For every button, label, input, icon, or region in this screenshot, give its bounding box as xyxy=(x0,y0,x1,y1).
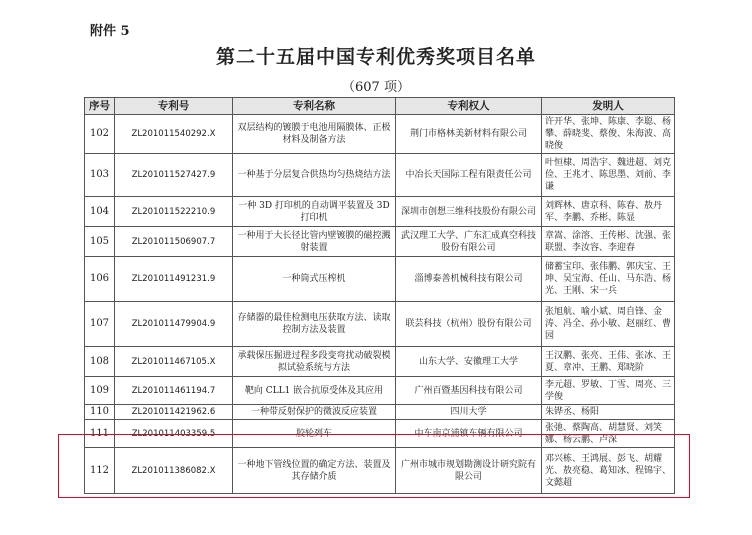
cell-inventors: 许开华、张坤、陈康、李聪、杨攀、薛晓斐、蔡俊、朱海波、高晓俊 xyxy=(542,115,675,154)
table-row xyxy=(85,154,675,197)
cell-patent-number: ZL201011527427.9 xyxy=(115,154,233,197)
cell-patent-name: 胶轮列车 xyxy=(233,420,396,448)
cell-patent-holder: 武汉理工大学、广东汇成真空科技股份有限公司 xyxy=(396,227,542,257)
cell-no: 106 xyxy=(85,257,115,302)
cell-inventors: 张旭航、喻小斌、周自锋、金涛、冯全、孙小敏、赵丽红、曹园 xyxy=(542,302,675,347)
cell-patent-number: ZL201011522210.9 xyxy=(115,197,233,227)
table-row xyxy=(85,377,675,405)
header-no: 序号 xyxy=(85,98,115,115)
cell-patent-name: 一种筒式压榨机 xyxy=(233,257,396,302)
header-patent-number: 专利号 xyxy=(115,98,233,115)
cell-inventors: 刘辉林、唐京科、陈春、敖丹军、李鹏、乔彬、陈显 xyxy=(542,197,675,227)
table-row xyxy=(85,115,675,154)
cell-patent-name: 一种用于大长径比管内壁镀膜的磁控溅射装置 xyxy=(233,227,396,257)
cell-patent-name: 存储器的最佳检测电压获取方法、读取控制方法及装置 xyxy=(233,302,396,347)
cell-patent-number: ZL201011479904.9 xyxy=(115,302,233,347)
cell-no: 103 xyxy=(85,154,115,197)
table-row xyxy=(85,227,675,257)
table-row xyxy=(85,347,675,377)
header-patent-holder: 专利权人 xyxy=(396,98,542,115)
item-count: （607 项） xyxy=(342,80,410,95)
cell-patent-holder: 深圳市创想三维科技股份有限公司 xyxy=(396,197,542,227)
cell-inventors: 邓兴栋、王鸿展、彭飞、胡耀光、敖亮稳、葛知冰、程锦宇、文懿超 xyxy=(542,448,675,494)
cell-patent-holder: 中冶长天国际工程有限责任公司 xyxy=(396,154,542,197)
document-title: 第二十五届中国专利优秀奖项目名单 xyxy=(215,46,536,68)
cell-patent-holder: 联芸科技（杭州）股份有限公司 xyxy=(396,302,542,347)
cell-patent-holder: 广州市城市规划勘测设计研究院有限公司 xyxy=(396,448,542,494)
table-row xyxy=(85,257,675,302)
cell-patent-number: ZL201011403359.5 xyxy=(115,420,233,448)
cell-patent-number: ZL201011491231.9 xyxy=(115,257,233,302)
table-header-row xyxy=(85,98,675,115)
cell-patent-name: 一种基于分层复合供热均匀热烧结方法 xyxy=(233,154,396,197)
cell-patent-number: ZL201011506907.7 xyxy=(115,227,233,257)
cell-no: 102 xyxy=(85,115,115,154)
cell-inventors: 章嵩、涂溶、王传彬、沈强、张联盟、李汝容、李迎春 xyxy=(542,227,675,257)
cell-patent-number: ZL201011467105.X xyxy=(115,347,233,377)
cell-patent-name: 一种地下管线位置的确定方法、装置及其存储介质 xyxy=(233,448,396,494)
cell-patent-holder: 四川大学 xyxy=(396,405,542,420)
cell-inventors: 储蓄宝印、张伟鹏、郭庆宝、王坤、吴宝海、任山、马东浩、杨光、王刚、宋一兵 xyxy=(542,257,675,302)
cell-patent-holder: 广州百暨基因科技有限公司 xyxy=(396,377,542,405)
table-row xyxy=(85,302,675,347)
cell-patent-holder: 山东大学、安徽理工大学 xyxy=(396,347,542,377)
cell-inventors: 李元超、罗敏、丁雪、周亮、三学俊 xyxy=(542,377,675,405)
cell-patent-name: 一种 3D 打印机的自动调平装置及 3D 打印机 xyxy=(233,197,396,227)
cell-no: 108 xyxy=(85,347,115,377)
cell-no: 112 xyxy=(85,448,115,494)
cell-patent-name: 双层结构的镀膜于电池用隔膜体、正极材料及制备方法 xyxy=(233,115,396,154)
cell-no: 107 xyxy=(85,302,115,347)
attachment-label: 附件 5 xyxy=(90,24,130,39)
cell-inventors: 叶恒棣、周浩宇、魏进超、刘克俭、王兆才、陈思墨、刘前、李谦 xyxy=(542,154,675,197)
cell-patent-name: 靶向 CLL1 嵌合抗原受体及其应用 xyxy=(233,377,396,405)
cell-patent-number: ZL201011540292.X xyxy=(115,115,233,154)
cell-patent-holder: 荆门市格林美新材料有限公司 xyxy=(396,115,542,154)
table-row xyxy=(85,197,675,227)
cell-no: 105 xyxy=(85,227,115,257)
cell-patent-number: ZL201011386082.X xyxy=(115,448,233,494)
cell-no: 111 xyxy=(85,420,115,448)
cell-patent-name: 一种带反射保护的微波反应装置 xyxy=(233,405,396,420)
cell-patent-number: ZL201011421962.6 xyxy=(115,405,233,420)
cell-no: 110 xyxy=(85,405,115,420)
highlight-frame xyxy=(58,434,690,498)
cell-inventors: 朱铧丞、杨阳 xyxy=(542,405,675,420)
cell-patent-holder: 中车南京浦镇车辆有限公司 xyxy=(396,420,542,448)
cell-inventors: 王汉鹏、张亮、王伟、张冰、王夏、章冲、王鹏、郑晓阶 xyxy=(542,347,675,377)
cell-patent-number: ZL201011461194.7 xyxy=(115,377,233,405)
cell-inventors: 张弛、蔡陶高、胡慧贤、刘笑娜、杨云鹏、卢深 xyxy=(542,420,675,448)
header-patent-name: 专利名称 xyxy=(233,98,396,115)
cell-no: 109 xyxy=(85,377,115,405)
cell-patent-name: 承载保压掘进过程多段变弯扰动破裂模拟试验系统与方法 xyxy=(233,347,396,377)
cell-no: 104 xyxy=(85,197,115,227)
header-inventors: 发明人 xyxy=(542,98,675,115)
cell-patent-holder: 淄博泰善机械科技有限公司 xyxy=(396,257,542,302)
table-row xyxy=(85,405,675,420)
